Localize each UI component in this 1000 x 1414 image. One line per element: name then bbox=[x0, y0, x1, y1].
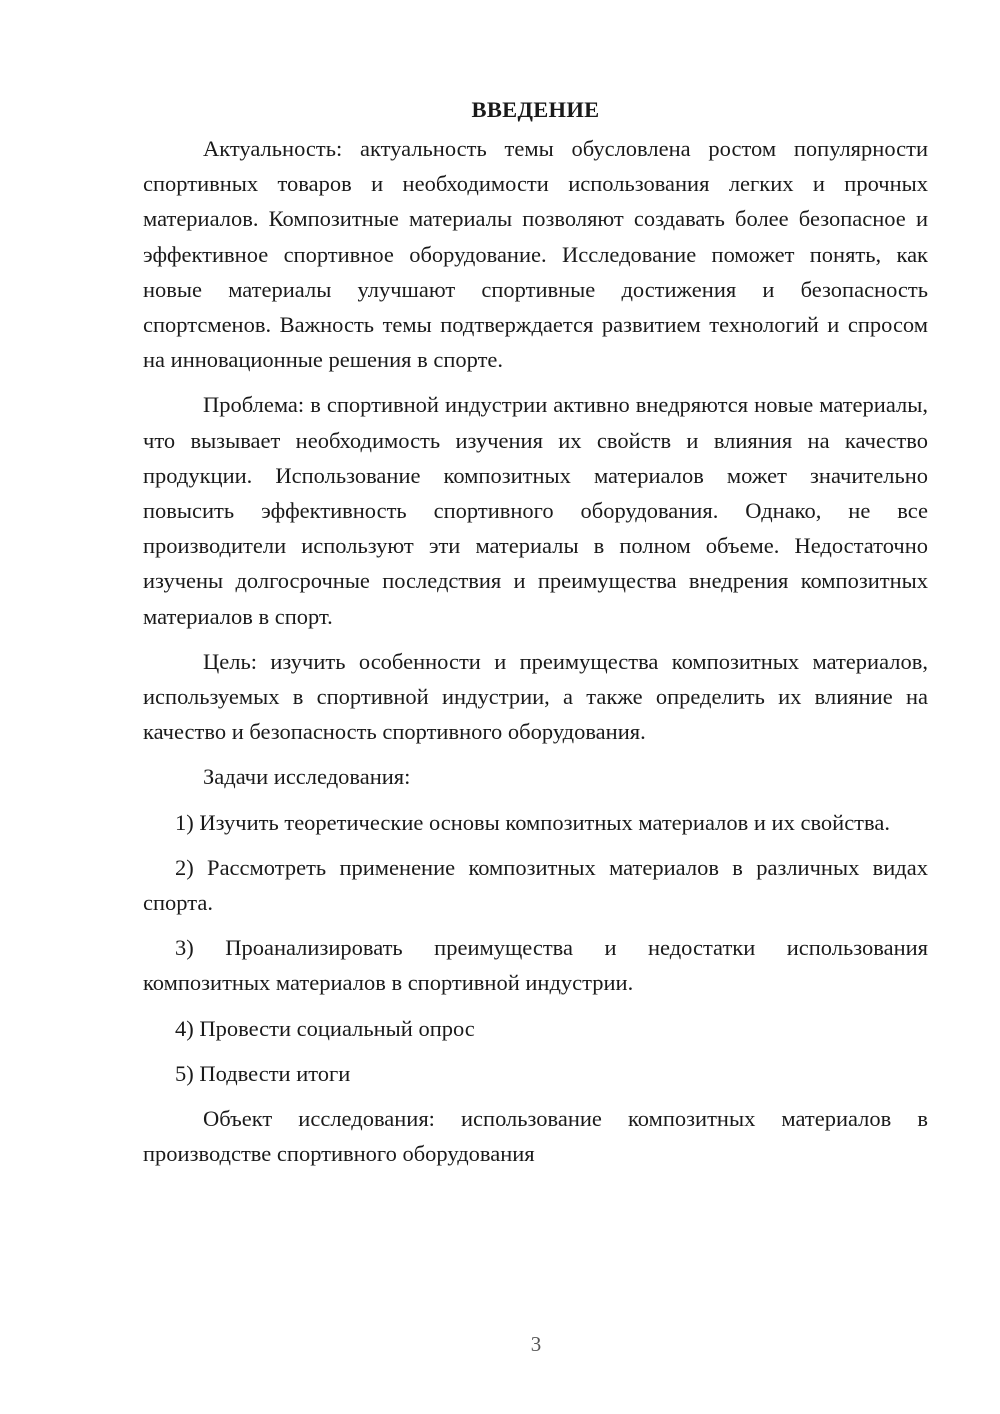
document-page bbox=[143, 92, 928, 1181]
page-title: ВВЕДЕНИЕ bbox=[471, 97, 600, 122]
list-item: 3) Проанализировать преимущества и недостатки использования композитных материалов в спортивной индустрии. bbox=[143, 935, 928, 996]
list-item: 4) Провести социальный опрос bbox=[175, 1015, 475, 1041]
tasks-label: Задачи исследования: bbox=[203, 764, 411, 790]
tasks-list bbox=[143, 805, 928, 1091]
object-paragraph: Объект исследования: использование композитных материалов в производстве спортивного оборудования bbox=[143, 1106, 928, 1167]
goal-paragraph: Цель: изучить особенности и преимущества композитных материалов, используемых в спортивной индустрии, а также определить их влияние на качество и безопасность спортивного оборудования. bbox=[143, 648, 928, 745]
list-item: 2) Рассмотреть применение композитных материалов в различных видах спорта. bbox=[143, 854, 928, 916]
relevance-paragraph: Актуальность: актуальность темы обусловлена ростом популярности спортивных товаров и необходимости использования легких и прочных материалов. Композитные материалы позволяют создавать более безопасное и эффективное спортивное оборудование. Исследование поможет понять, как новые материалы улучшают спортивные достижения и безопасность спортсменов. Важность темы подтверждается развитием технологий и спросом на инновационные решения в спорте. bbox=[143, 136, 928, 373]
page-number: 3 bbox=[530, 1332, 542, 1356]
problem-paragraph: Проблема: в спортивной индустрии активно внедряются новые материалы, что вызывает необходимость изучения их свойств и влияния на качество продукции. Использование композитных материалов может значительно повысить эффективность спортивного оборудования. Однако, не все производители используют эти материалы в полном объеме. Недостаточно изучены долгосрочные последствия и преимущества внедрения композитных материалов в спорт. bbox=[143, 392, 928, 629]
list-item: 5) Подвести итоги bbox=[175, 1060, 351, 1086]
list-item: 1) Изучить теоретические основы композитных материалов и их свойства. bbox=[175, 809, 890, 835]
